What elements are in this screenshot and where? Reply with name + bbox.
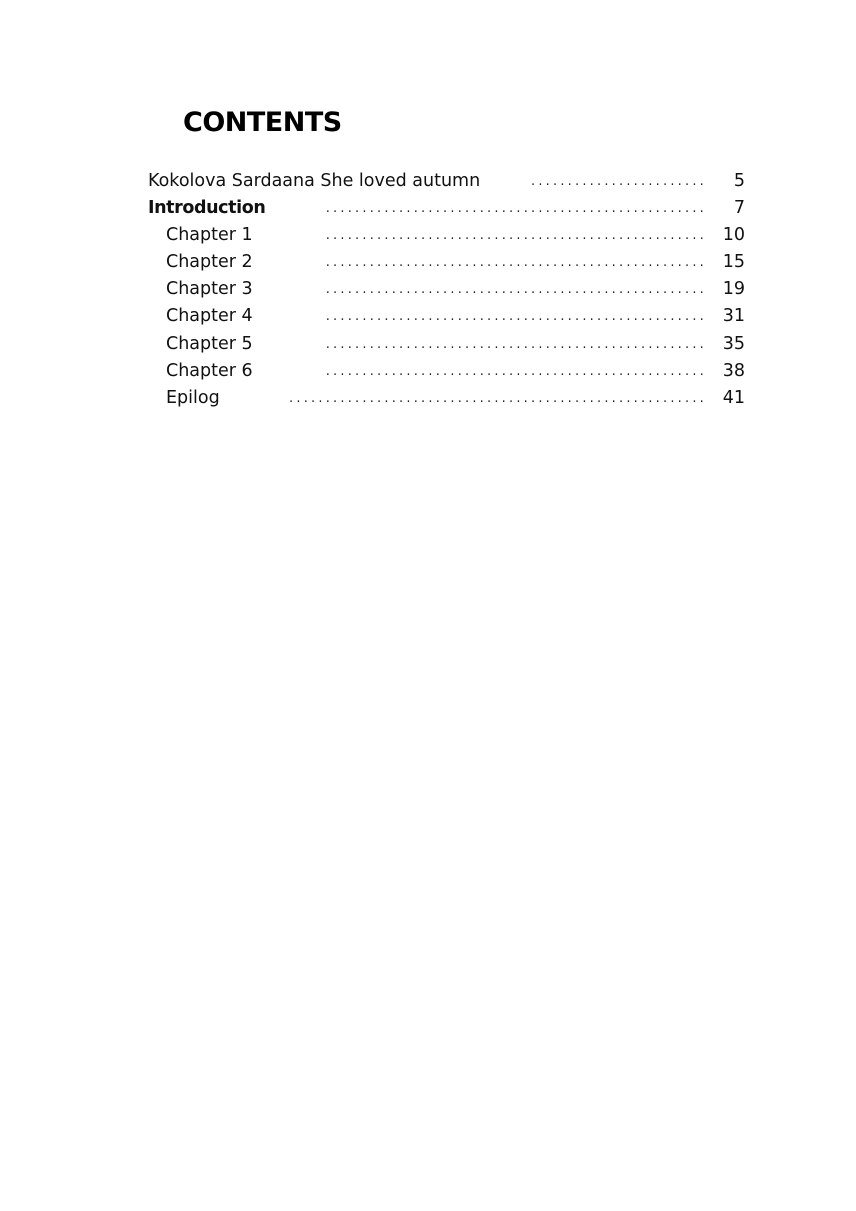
table-of-contents <box>148 168 745 412</box>
toc-page-number: 15 <box>722 252 745 273</box>
toc-entry-label: Introduction <box>148 195 269 222</box>
toc-entry-label: Chapter 6 <box>166 358 257 385</box>
toc-page-number: 5 <box>733 171 745 191</box>
toc-entry-label: Chapter 4 <box>166 303 257 330</box>
toc-page-number: 35 <box>722 333 745 354</box>
toc-entry-chapter-4[interactable] <box>148 303 745 330</box>
toc-entry-label: Chapter 3 <box>166 276 257 303</box>
toc-page-number: 10 <box>722 225 745 246</box>
toc-entry-epilog[interactable] <box>148 385 745 412</box>
toc-leader-dots: ........................ <box>531 174 707 189</box>
toc-leader-dots: ......................................................... <box>289 390 707 406</box>
toc-leader-dots: .................................................... <box>325 228 707 244</box>
toc-entry-chapter-2[interactable] <box>148 249 745 276</box>
toc-leader-dots: .................................................... <box>325 201 707 217</box>
toc-page-number: 38 <box>722 360 745 381</box>
contents-heading: CONTENTS <box>183 107 342 138</box>
toc-page-number: 41 <box>722 387 745 408</box>
toc-entry-label: Chapter 1 <box>166 222 257 249</box>
toc-entry-introduction[interactable] <box>148 195 745 222</box>
toc-leader-dots: .................................................... <box>325 255 707 271</box>
toc-entry-label: Chapter 2 <box>166 249 257 276</box>
toc-leader-dots: .................................................... <box>325 309 707 325</box>
toc-entry-chapter-1[interactable] <box>148 222 745 249</box>
toc-leader-dots: .................................................... <box>325 336 707 352</box>
toc-page-number: 31 <box>722 306 745 327</box>
toc-page-number: 7 <box>733 198 745 219</box>
toc-page-number: 19 <box>722 279 745 300</box>
toc-entry-label: Kokolova Sardaana She loved autumn <box>148 168 484 195</box>
toc-entry-chapter-3[interactable] <box>148 276 745 303</box>
toc-leader-dots: .................................................... <box>325 282 707 298</box>
toc-entry-label: Chapter 5 <box>166 331 257 358</box>
toc-entry-label: Epilog <box>166 385 224 412</box>
toc-entry-chapter-6[interactable] <box>148 358 745 385</box>
toc-entry-author-story[interactable] <box>148 168 745 195</box>
toc-entry-chapter-5[interactable] <box>148 331 745 358</box>
toc-leader-dots: .................................................... <box>325 363 707 379</box>
